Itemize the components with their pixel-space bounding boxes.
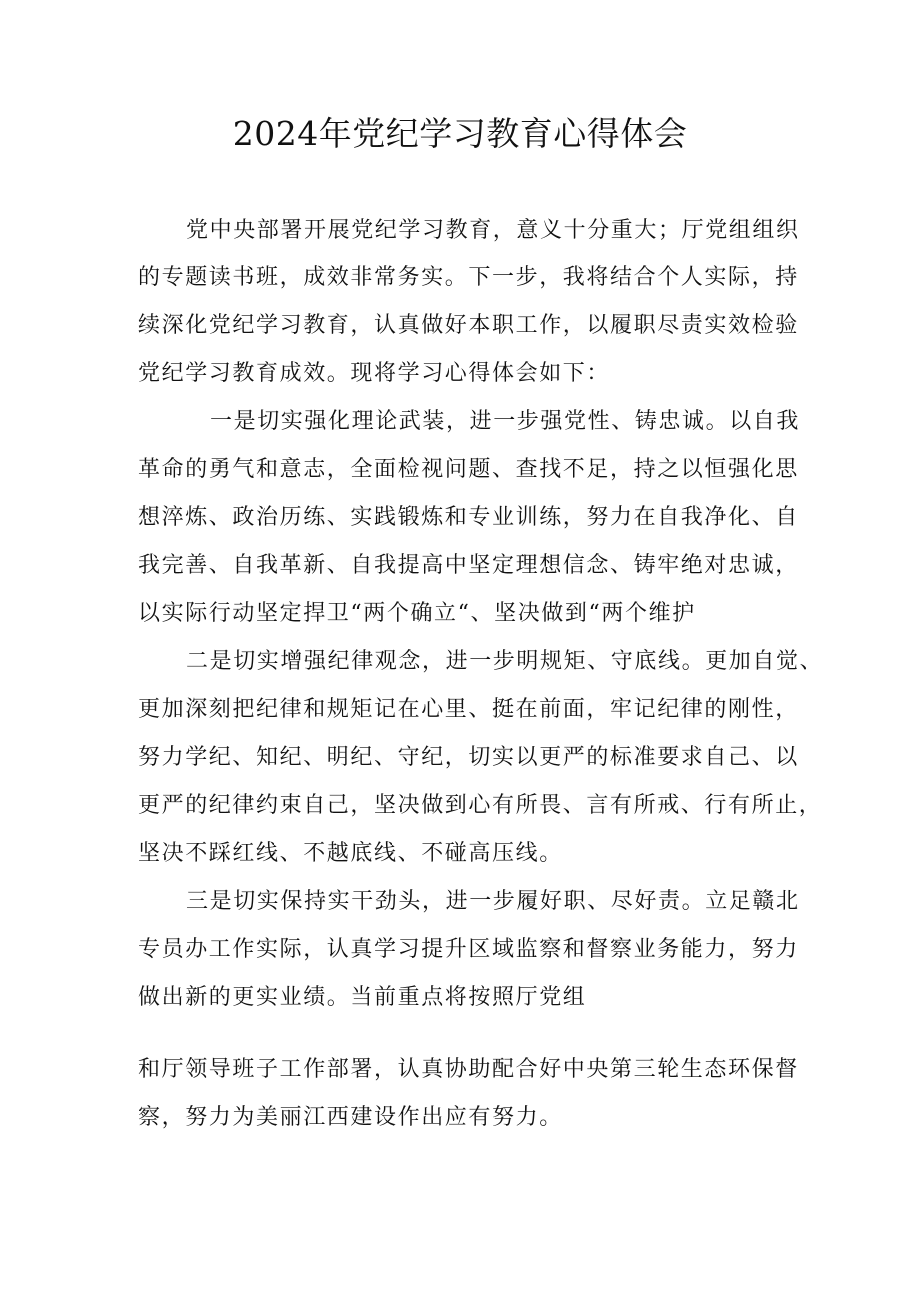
paragraph-line: 续深化党纪学习教育，认真做好本职工作，以履职尽责实效检验 [138,313,799,338]
paragraph-line: 和厅领导班子工作部署，认真协助配合好中央第三轮生态环保督 [138,1057,799,1082]
document-title: 2024年党纪学习教育心得体会 [232,114,688,153]
paragraph-line: 二是切实增强纪律观念，进一步明规矩、守底线。更加自觉、 [186,649,824,674]
paragraph-line: 我完善、自我革新、自我提高中坚定理想信念、铸牢绝对忠诚， [138,553,799,578]
paragraph-line: 努力学纪、知纪、明纪、守纪，切实以更严的标准要求自己、以 [138,745,799,770]
paragraph-line: 想淬炼、政治历练、实践锻炼和专业训练，努力在自我净化、自 [138,505,799,530]
paragraph-line: 专员办工作实际，认真学习提升区域监察和督察业务能力，努力 [138,937,799,962]
paragraph-line: 察，努力为美丽江西建设作出应有努力。 [138,1105,563,1130]
paragraph-line: 坚决不踩红线、不越底线、不碰高压线。 [138,841,563,866]
paragraph-line: 的专题读书班，成效非常务实。下一步，我将结合个人实际，持 [138,265,799,290]
paragraph-line: 党中央部署开展党纪学习教育，意义十分重大；厅党组组织 [186,218,800,243]
paragraph-line: 以实际行动坚定捍卫“两个确立“、坚决做到“两个维护 [138,601,696,626]
paragraph-line: 更加深刻把纪律和规矩记在心里、挺在前面，牢记纪律的刚性， [138,697,799,722]
paragraph-line: 更严的纪律约束自己，坚决做到心有所畏、言有所戒、行有所止， [138,793,823,818]
paragraph-line: 一是切实强化理论武装，进一步强党性、铸忠诚。以自我 [210,409,801,434]
paragraph-line: 做出新的更实业绩。当前重点将按照厅党组 [138,985,587,1010]
paragraph-line: 党纪学习教育成效。现将学习心得体会如下： [138,361,611,386]
paragraph-line: 革命的勇气和意志，全面检视问题、查找不足，持之以恒强化思 [138,457,799,482]
paragraph-line: 三是切实保持实干劲头，进一步履好职、尽好责。立足赣北 [186,889,800,914]
